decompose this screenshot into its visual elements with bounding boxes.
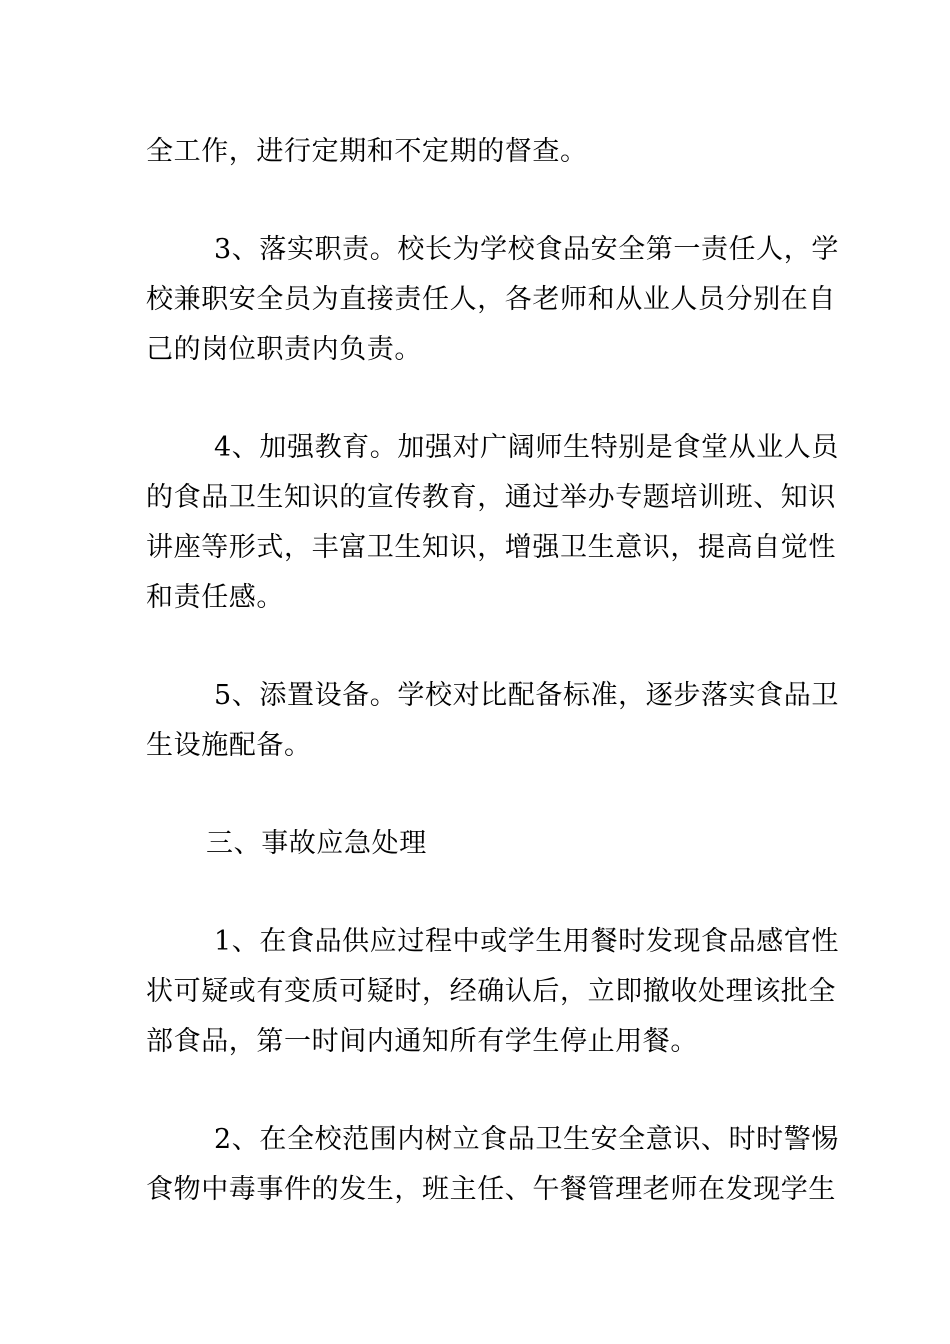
paragraph-emergency-2-line: 2、在全校范围内树立食品卫生安全意识、时时警惕 [214, 1124, 839, 1155]
paragraph-emergency-1-line: 部食品，第一时间内通知所有学生停止用餐。 [146, 1026, 698, 1057]
paragraph-item-4-line: 的食品卫生知识的宣传教育，通过举办专题培训班、知识 [146, 482, 836, 513]
paragraph-emergency-2-line: 食物中毒事件的发生，班主任、午餐管理老师在发现学生 [146, 1174, 836, 1205]
paragraph-item-3-line: 己的岗位职责内负责。 [146, 334, 422, 365]
paragraph-emergency-1-line: 状可疑或有变质可疑时，经确认后，立即撤收处理该批全 [146, 976, 836, 1007]
paragraph-item-4-line: 讲座等形式，丰富卫生知识，增强卫生意识，提高自觉性 [146, 532, 836, 563]
paragraph-item-3-line: 校兼职安全员为直接责任人，各老师和从业人员分别在自 [146, 284, 836, 315]
paragraph-item-4-line: 4、加强教育。加强对广阔师生特别是食堂从业人员 [214, 432, 839, 463]
paragraph-emergency-1-line: 1、在食品供应过程中或学生用餐时发现食品感官性 [214, 926, 839, 957]
paragraph-continuation-line: 全工作，进行定期和不定期的督查。 [146, 136, 588, 167]
paragraph-item-4-line: 和责任感。 [146, 582, 284, 613]
paragraph-item-5-line: 5、添置设备。学校对比配备标准，逐步落实食品卫 [214, 680, 839, 711]
paragraph-item-3-line: 3、落实职责。校长为学校食品安全第一责任人，学 [214, 234, 839, 265]
paragraph-item-5-line: 生设施配备。 [146, 730, 312, 761]
section-heading: 三、事故应急处理 [206, 828, 427, 859]
